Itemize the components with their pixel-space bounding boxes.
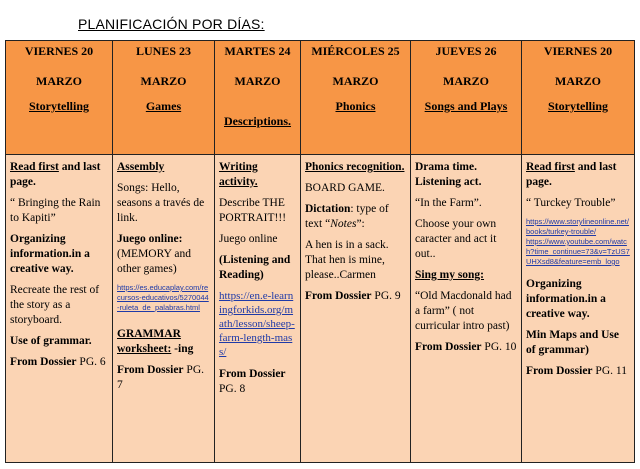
- sing-my-song-text: Sing my song:: [415, 269, 485, 281]
- topic-label: Phonics: [335, 99, 376, 113]
- topic-label: Descriptions.: [224, 114, 291, 128]
- listening-act-text: Listening act.: [415, 176, 482, 188]
- juego-online-text: Juego online: [219, 233, 278, 245]
- organizing-text: Organizing information.in a creative way.: [10, 233, 90, 275]
- page-number: PG. 6: [76, 356, 106, 368]
- writing-activity-text: Writing activity.: [219, 161, 258, 188]
- recreate-text: Recreate the rest of the story as a storyboard.: [10, 284, 100, 326]
- from-dossier-label: From Dossier: [219, 368, 286, 380]
- content-cell: [301, 155, 411, 463]
- phonics-recognition-text: Phonics recognition.: [305, 161, 405, 173]
- page-number: PG. 7: [117, 364, 204, 391]
- story-quote: “ Bringing the Rain to Kapiti”: [10, 197, 101, 224]
- day-label: VIERNES 20: [24, 44, 94, 58]
- choose-character-text: Choose your own caracter and act it out..: [415, 218, 497, 260]
- topic-label: Games: [145, 99, 182, 113]
- from-dossier-label: From Dossier: [415, 341, 482, 353]
- page-number: PG. 10: [481, 341, 517, 353]
- read-rest-text: and last page.: [526, 161, 617, 188]
- day-label: MARTES 24: [224, 44, 291, 58]
- storyline-link[interactable]: https://www.storylineonline.net/books/turkey-trouble/: [526, 217, 629, 236]
- page-number: PG. 11: [592, 365, 627, 377]
- read-first-text: Read first: [526, 161, 575, 173]
- header-cell: [215, 41, 301, 155]
- page-number: PG. 9: [371, 290, 401, 302]
- month-label: MARZO: [332, 74, 379, 88]
- header-cell: [301, 41, 411, 155]
- describe-portrait-text: Describe THE PORTRAIT!!!: [219, 197, 287, 224]
- header-cell: [411, 41, 522, 155]
- read-rest-text: and last page.: [10, 161, 101, 188]
- content-cell: [522, 155, 635, 463]
- content-row: [6, 155, 635, 463]
- header-cell: [113, 41, 215, 155]
- day-label: MIÉRCOLES 25: [311, 44, 400, 58]
- grammar-worksheet-detail: -ing: [171, 343, 194, 355]
- youtube-link[interactable]: https://www.youtube.com/watch?time_continue=73&v=TzUS7UHXsd8&feature=emb_logo: [526, 237, 630, 266]
- dictation-sentence: A hen is in a sack. That hen is mine, please..Carmen: [305, 239, 389, 281]
- month-label: MARZO: [443, 74, 489, 88]
- story-quote: “ Turckey Trouble”: [526, 197, 616, 209]
- elearning-link[interactable]: https://en.e-learningforkids.org/math/lesson/sheep-farm-length-mass/: [219, 290, 295, 358]
- from-dossier-label: From Dossier: [10, 356, 77, 368]
- grammar-worksheet-label: GRAMMAR worksheet:: [117, 328, 181, 355]
- header-row: [6, 41, 635, 155]
- grammar-use-text: Use of grammar.: [10, 335, 92, 347]
- content-cell: [113, 155, 215, 463]
- dictation-end: ”:: [356, 218, 365, 230]
- organizing-text: Organizing information.in a creative way.: [526, 278, 606, 320]
- header-cell: [522, 41, 635, 155]
- from-dossier-label: From Dossier: [117, 364, 184, 376]
- juego-online-label: Juego online:: [117, 233, 183, 245]
- planning-table: [5, 40, 635, 463]
- song-title-text: “Old Macdonald had a farm” ( not curricular intro past): [415, 290, 512, 332]
- day-label: LUNES 23: [135, 44, 191, 58]
- content-cell: [411, 155, 522, 463]
- dictation-detail: : type of text “: [305, 203, 389, 230]
- month-label: MARZO: [555, 74, 601, 88]
- topic-label: Storytelling: [548, 99, 608, 113]
- juego-online-detail: (MEMORY and other games): [117, 248, 192, 275]
- board-game-text: BOARD GAME.: [305, 182, 385, 194]
- page-title: PLANIFICACIÓN POR DÍAS:: [78, 16, 265, 32]
- notes-text: Notes: [330, 218, 357, 230]
- content-cell: [215, 155, 301, 463]
- topic-label: Storytelling: [29, 99, 89, 113]
- month-label: MARZO: [36, 74, 82, 88]
- content-cell: [6, 155, 113, 463]
- from-dossier-label: From Dossier: [526, 365, 593, 377]
- month-label: MARZO: [234, 74, 281, 88]
- month-label: MARZO: [140, 74, 187, 88]
- educaplay-link[interactable]: https://es.educaplay.com/recursos-educativos/5270044-ruleta_de_palabras.html: [117, 283, 209, 312]
- read-first-text: Read first: [10, 161, 59, 173]
- listening-reading-text: (Listening and Reading): [219, 254, 291, 281]
- songs-text: Songs: Hello, seasons a través de link.: [117, 182, 205, 224]
- assembly-text: Assembly: [117, 161, 165, 173]
- day-label: VIERNES 20: [543, 44, 613, 58]
- page-number: PG. 8: [219, 383, 246, 395]
- from-dossier-label: From Dossier: [305, 290, 372, 302]
- mind-maps-text: Min Maps and Use of grammar): [526, 329, 619, 356]
- day-label: JUEVES 26: [435, 44, 497, 58]
- header-cell: [6, 41, 113, 155]
- drama-time-text: Drama time.: [415, 161, 477, 173]
- topic-label: Songs and Plays: [424, 99, 508, 113]
- dictation-label: Dictation: [305, 203, 351, 215]
- in-the-farm-text: “In the Farm”.: [415, 197, 482, 209]
